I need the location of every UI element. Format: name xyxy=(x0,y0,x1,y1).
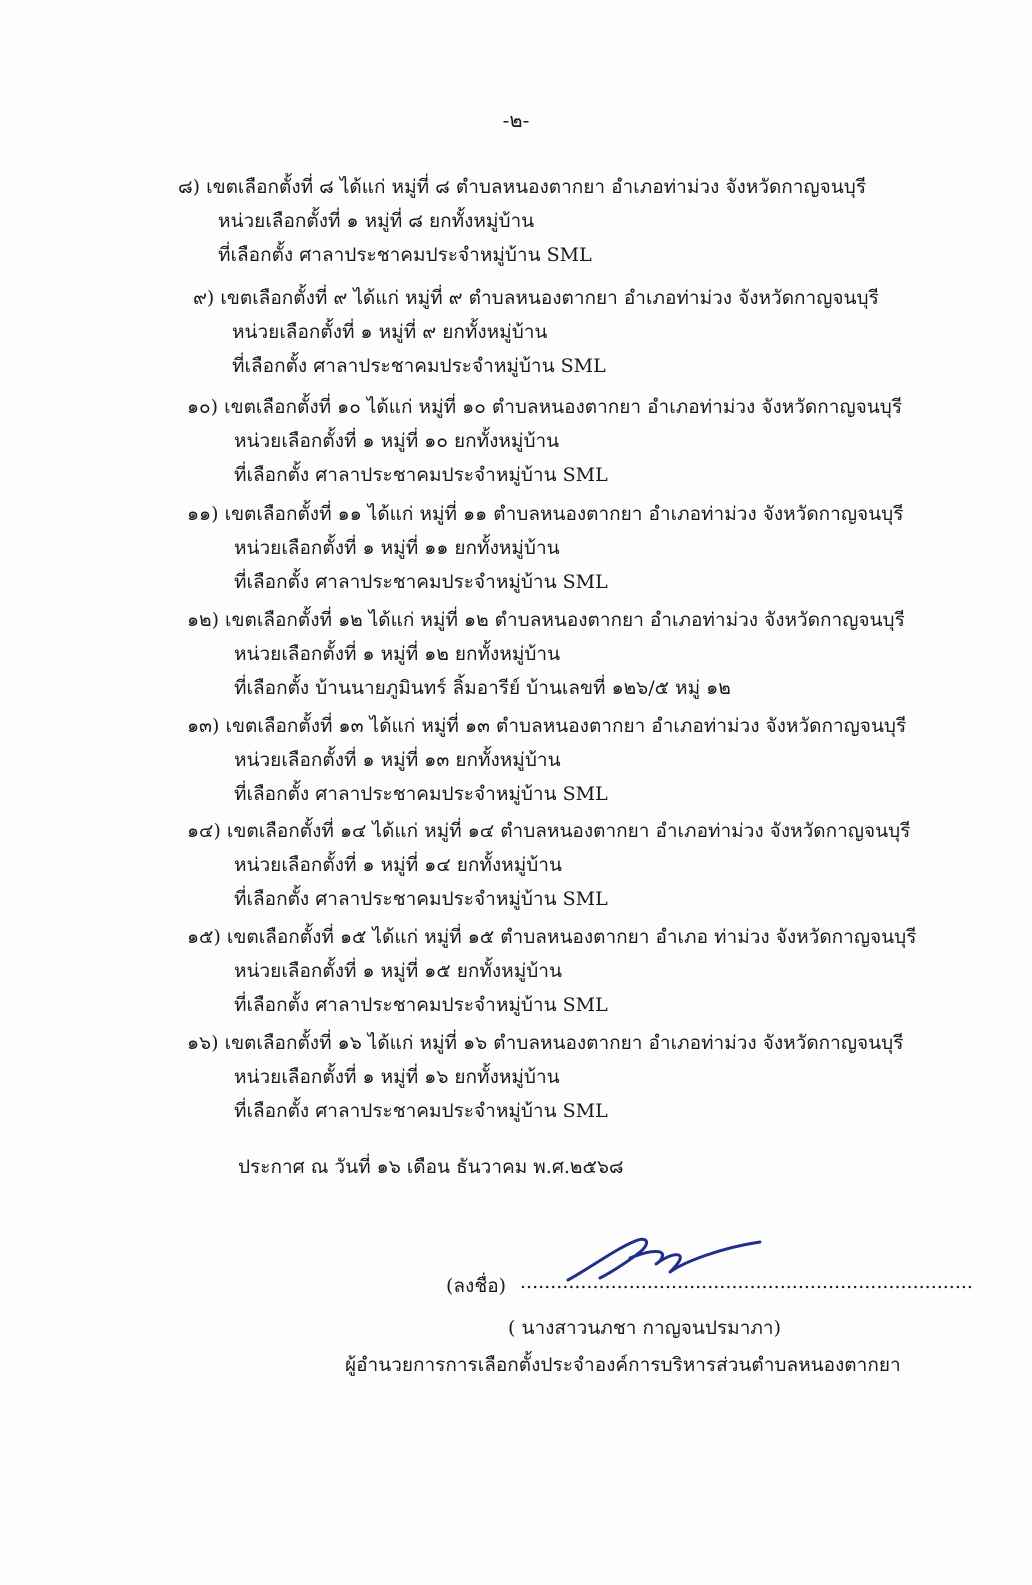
entry-12 xyxy=(187,603,905,705)
entry-district-line: ๑๑) เขตเลือกตั้งที่ ๑๑ ได้แก่ หมู่ที่ ๑๑ ตำบลหนองตากยา อำเภอท่าม่วง จังหวัดกาญจนบุรี xyxy=(187,503,904,525)
entry-district-line: ๑๔) เขตเลือกตั้งที่ ๑๔ ได้แก่ หมู่ที่ ๑๔ ตำบลหนองตากยา อำเภอท่าม่วง จังหวัดกาญจนบุรี xyxy=(187,820,911,842)
entry-location-line: ที่เลือกตั้ง ศาลาประชาคมประจำหมู่บ้าน SML xyxy=(234,783,608,805)
entry-10 xyxy=(187,390,902,492)
entry-unit-line: หน่วยเลือกตั้งที่ ๑ หมู่ที่ ๑๑ ยกทั้งหมู่บ้าน xyxy=(234,537,560,559)
entry-location-line: ที่เลือกตั้ง บ้านนายภูมินทร์ ลิ้มอารีย์ บ้านเลขที่ ๑๒๖/๕ หมู่ ๑๒ xyxy=(234,677,731,699)
entry-district-line: ๘) เขตเลือกตั้งที่ ๘ ได้แก่ หมู่ที่ ๘ ตำบลหนองตากยา อำเภอท่าม่วง จังหวัดกาญจนบุรี xyxy=(178,176,867,198)
entry-location-line: ที่เลือกตั้ง ศาลาประชาคมประจำหมู่บ้าน SML xyxy=(218,244,592,266)
entry-9 xyxy=(193,281,879,383)
entry-8 xyxy=(178,170,866,272)
entry-location-line: ที่เลือกตั้ง ศาลาประชาคมประจำหมู่บ้าน SML xyxy=(232,355,606,377)
entry-district-line: ๑๕) เขตเลือกตั้งที่ ๑๕ ได้แก่ หมู่ที่ ๑๕ ตำบลหนองตากยา อำเภอ ท่าม่วง จังหวัดกาญจนบุรี xyxy=(187,926,917,948)
signature-label: (ลงชื่อ) xyxy=(446,1275,507,1297)
entry-district-line: ๑๐) เขตเลือกตั้งที่ ๑๐ ได้แก่ หมู่ที่ ๑๐ ตำบลหนองตากยา อำเภอท่าม่วง จังหวัดกาญจนบุรี xyxy=(187,396,903,418)
entry-unit-line: หน่วยเลือกตั้งที่ ๑ หมู่ที่ ๑๐ ยกทั้งหมู่บ้าน xyxy=(234,430,560,452)
entry-unit-line: หน่วยเลือกตั้งที่ ๑ หมู่ที่ ๑๒ ยกทั้งหมู่บ้าน xyxy=(234,643,561,665)
entry-district-line: ๙) เขตเลือกตั้งที่ ๙ ได้แก่ หมู่ที่ ๙ ตำบลหนองตากยา อำเภอท่าม่วง จังหวัดกาญจนบุรี xyxy=(193,287,879,309)
entry-unit-line: หน่วยเลือกตั้งที่ ๑ หมู่ที่ ๑๕ ยกทั้งหมู่บ้าน xyxy=(234,960,562,982)
announcement-date: ประกาศ ณ วันที่ ๑๖ เดือน ธันวาคม พ.ศ.๒๕๖๘ xyxy=(238,1156,624,1178)
entry-15 xyxy=(187,920,916,1022)
entry-unit-line: หน่วยเลือกตั้งที่ ๑ หมู่ที่ ๑๓ ยกทั้งหมู่บ้าน xyxy=(234,749,561,771)
entry-location-line: ที่เลือกตั้ง ศาลาประชาคมประจำหมู่บ้าน SML xyxy=(234,464,608,486)
entry-14 xyxy=(187,814,910,916)
signatory-name: ( นางสาวนภชา กาญจนปรมาภา) xyxy=(508,1317,781,1339)
signature-dotted-line: ........................................................................... xyxy=(520,1271,973,1293)
entry-district-line: ๑๒) เขตเลือกตั้งที่ ๑๒ ได้แก่ หมู่ที่ ๑๒ ตำบลหนองตากยา อำเภอท่าม่วง จังหวัดกาญจนบุรี xyxy=(187,609,905,631)
entry-unit-line: หน่วยเลือกตั้งที่ ๑ หมู่ที่ ๑๖ ยกทั้งหมู่บ้าน xyxy=(234,1066,560,1088)
entry-location-line: ที่เลือกตั้ง ศาลาประชาคมประจำหมู่บ้าน SML xyxy=(234,1100,608,1122)
entry-unit-line: หน่วยเลือกตั้งที่ ๑ หมู่ที่ ๘ ยกทั้งหมู่บ้าน xyxy=(218,210,535,232)
entry-16 xyxy=(187,1026,903,1128)
entry-district-line: ๑๓) เขตเลือกตั้งที่ ๑๓ ได้แก่ หมู่ที่ ๑๓ ตำบลหนองตากยา อำเภอท่าม่วง จังหวัดกาญจนบุรี xyxy=(187,715,907,737)
entry-location-line: ที่เลือกตั้ง ศาลาประชาคมประจำหมู่บ้าน SML xyxy=(234,571,608,593)
entry-unit-line: หน่วยเลือกตั้งที่ ๑ หมู่ที่ ๑๔ ยกทั้งหมู่บ้าน xyxy=(234,854,562,876)
entry-13 xyxy=(187,709,906,811)
entry-unit-line: หน่วยเลือกตั้งที่ ๑ หมู่ที่ ๙ ยกทั้งหมู่บ้าน xyxy=(232,321,548,343)
entry-location-line: ที่เลือกตั้ง ศาลาประชาคมประจำหมู่บ้าน SML xyxy=(234,888,608,910)
page-number: -๒- xyxy=(502,108,530,132)
entry-district-line: ๑๖) เขตเลือกตั้งที่ ๑๖ ได้แก่ หมู่ที่ ๑๖ ตำบลหนองตากยา อำเภอท่าม่วง จังหวัดกาญจนบุรี xyxy=(187,1032,904,1054)
signatory-title: ผู้อำนวยการการเลือกตั้งประจำองค์การบริหารส่วนตำบลหนองตากยา xyxy=(345,1354,901,1376)
entry-11 xyxy=(187,497,903,599)
entry-location-line: ที่เลือกตั้ง ศาลาประชาคมประจำหมู่บ้าน SML xyxy=(234,994,608,1016)
